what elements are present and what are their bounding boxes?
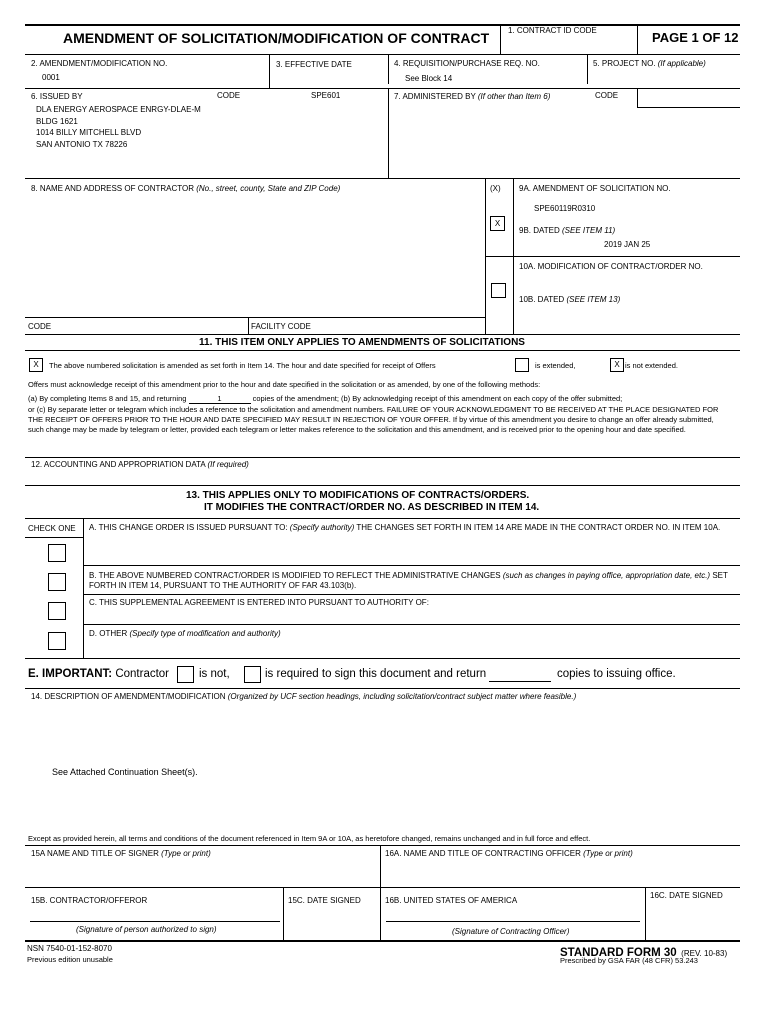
divider	[485, 256, 740, 257]
option-b-checkbox[interactable]	[48, 573, 66, 591]
divider	[83, 624, 740, 625]
issuer-address: DLA ENERGY AEROSPACE ENRGY-DLAE-M BLDG 1621 1014 BILLY MITCHELL BLVD SAN ANTONIO TX 78226	[36, 105, 201, 149]
administered-code-label: CODE	[595, 91, 619, 100]
signature-line	[386, 921, 640, 922]
checkbox-10[interactable]	[491, 283, 506, 298]
issued-by-label: 6. ISSUED BY	[31, 92, 83, 101]
divider	[587, 54, 588, 84]
option-d-checkbox[interactable]	[48, 632, 66, 650]
signature-officer-caption: (Signature of Contracting Officer)	[452, 927, 570, 936]
amendment-no-value: 0001	[42, 73, 60, 82]
date-signed-16c-label: 16C. DATE SIGNED	[650, 891, 723, 900]
is-not-label: is not,	[199, 668, 230, 680]
accounting-label: 12. ACCOUNTING AND APPROPRIATION DATA (If required)	[31, 460, 249, 469]
option-a-text: A. THIS CHANGE ORDER IS ISSUED PURSUANT TO: (Specify authority) THE CHANGES SET FORTH IN ITEM 14 ARE MADE IN THE CONTRACT ORDER NO. IN ITEM 10A.	[89, 523, 721, 532]
divider	[25, 317, 485, 318]
important-line: E. IMPORTANT: Contractor	[28, 668, 170, 680]
copies-blank[interactable]	[489, 681, 551, 682]
standard-form-id: STANDARD FORM 30 (REV. 10-83)	[560, 947, 728, 959]
divider	[388, 88, 389, 178]
contract-id-label: 1. CONTRACT ID CODE	[508, 26, 597, 35]
option-c-text: C. THIS SUPPLEMENTAL AGREEMENT IS ENTERED INTO PURSUANT TO AUTHORITY OF:	[89, 598, 429, 607]
divider	[25, 688, 740, 689]
item11-title: 11. THIS ITEM ONLY APPLIES TO AMENDMENTS OF SOLICITATIONS	[199, 337, 525, 348]
is-required-label: is required to sign this document and return	[265, 668, 487, 680]
dated-10b-label: 10B. DATED (SEE ITEM 13)	[519, 295, 621, 304]
divider	[500, 24, 501, 54]
divider	[83, 565, 740, 566]
issued-code-label: CODE	[217, 91, 241, 100]
nsn-number: NSN 7540-01-152-8070	[27, 944, 112, 953]
requisition-label: 4. REQUISITION/PURCHASE REQ. NO.	[394, 59, 540, 68]
dated-9b-value: 2019 JAN 25	[604, 240, 651, 249]
checkbox-9[interactable]: X	[490, 216, 505, 231]
x-column-label: (X)	[490, 184, 501, 193]
amendment-solicitation-label: 9A. AMENDMENT OF SOLICITATION NO.	[519, 184, 671, 193]
divider	[83, 594, 740, 595]
issued-code-value: SPE601	[311, 91, 341, 100]
option-a-checkbox[interactable]	[48, 544, 66, 562]
project-no-label: 5. PROJECT NO. (If applicable)	[593, 59, 706, 68]
divider	[380, 845, 381, 940]
extended-checkbox[interactable]	[515, 358, 529, 372]
administered-by-label: 7. ADMINISTERED BY (If other than Item 6)	[394, 92, 551, 101]
divider	[25, 178, 740, 179]
divider	[25, 485, 740, 486]
divider	[25, 658, 740, 659]
divider	[25, 887, 740, 888]
description-label: 14. DESCRIPTION OF AMENDMENT/MODIFICATION (Organized by UCF section headings, including solicitation/contract subject matter where feasible.)	[31, 692, 577, 701]
divider	[25, 350, 740, 351]
method-c: or (c) By separate letter or telegram which includes a reference to the solicitation and amendment numbers. FAILURE OF YOUR ACKNOWLEDGMENT TO BE RECEIVED AT THE PLACE DESIGNATED FOR THE RECEIPT OF OFFERS PRIOR TO THE HOUR AND DATE SPECIFIED MAY RESULT IN REJECTION OF YOUR OFFER. If by virtue of this amendment you desire to change an offer already submitted, such change may be made by telegram or letter, provided each telegram or letter makes reference to the solicitation and this amendment, and is received prior to the opening hour and date specified.	[28, 405, 719, 434]
date-signed-15c-label: 15C. DATE SIGNED	[288, 896, 361, 905]
dated-9b-label: 9B. DATED (SEE ITEM 11)	[519, 226, 616, 235]
form-title: AMENDMENT OF SOLICITATION/MODIFICATION OF CONTRACT	[63, 30, 490, 46]
divider	[25, 457, 740, 458]
divider	[25, 54, 740, 55]
amendment-solicitation-value: SPE60119R0310	[534, 204, 596, 213]
extended-label: is extended,	[535, 361, 576, 370]
divider	[388, 54, 389, 84]
modification-contract-label: 10A. MODIFICATION OF CONTRACT/ORDER NO.	[519, 262, 703, 271]
amendment-no-label: 2. AMENDMENT/MODIFICATION NO.	[31, 59, 168, 68]
signature-line	[30, 921, 280, 922]
officer-name-label: 16A. NAME AND TITLE OF CONTRACTING OFFICER (Type or print)	[385, 849, 633, 858]
divider	[637, 107, 740, 108]
contractor-code-label: CODE	[28, 322, 52, 331]
divider	[25, 537, 83, 538]
signature-person-caption: (Signature of person authorized to sign)	[76, 925, 217, 934]
facility-code-label: FACILITY CODE	[251, 322, 311, 331]
divider	[637, 88, 638, 108]
item11-checkbox[interactable]: X	[29, 358, 43, 372]
divider	[637, 24, 638, 54]
signer-name-label: 15A NAME AND TITLE OF SIGNER (Type or print)	[31, 849, 211, 858]
option-b-text: B. THE ABOVE NUMBERED CONTRACT/ORDER IS MODIFIED TO REFLECT THE ADMINISTRATIVE CHANGES (such as changes in paying office, appropriation date, etc.) SET FORTH IN ITEM 14, PURSUANT TO THE AUTHORITY OF FAR 43.103(b).	[89, 571, 728, 590]
is-not-checkbox[interactable]	[177, 666, 194, 683]
item13-title2: IT MODIFIES THE CONTRACT/ORDER NO. AS DESCRIBED IN ITEM 14.	[204, 502, 540, 513]
divider	[645, 887, 646, 940]
copies-count: 1	[189, 395, 251, 404]
divider	[25, 518, 740, 519]
check-one-label: CHECK ONE	[28, 524, 76, 533]
not-extended-checkbox[interactable]: X	[610, 358, 624, 372]
divider	[25, 88, 270, 89]
except-text: Except as provided herein, all terms and conditions of the document referenced in Item 9A or 10A, as heretofore changed, remains unchanged and in full force and effect.	[28, 834, 591, 843]
offers-instruction: Offers must acknowledge receipt of this amendment prior to the hour and date specified in the solicitation or as amended, by one of the following methods:	[28, 380, 541, 389]
is-required-checkbox[interactable]	[244, 666, 261, 683]
contractor-offeror-label: 15B. CONTRACTOR/OFFEROR	[31, 896, 148, 905]
effective-date-label: 3. EFFECTIVE DATE	[276, 60, 352, 69]
option-d-text: D. OTHER (Specify type of modification and authority)	[89, 629, 281, 638]
item11-text: The above numbered solicitation is amended as set forth in Item 14. The hour and date specified for receipt of Offers	[49, 361, 436, 370]
prescribed-by: Prescribed by GSA FAR (48 CFR) 53.243	[560, 956, 698, 965]
divider	[269, 88, 389, 89]
page-number: PAGE 1 OF 12	[652, 30, 739, 45]
item13-title1: 13. THIS APPLIES ONLY TO MODIFICATIONS OF CONTRACTS/ORDERS.	[186, 490, 530, 501]
previous-edition: Previous edition unusable	[27, 955, 113, 964]
contractor-address-label: 8. NAME AND ADDRESS OF CONTRACTOR (No., street, county, State and ZIP Code)	[31, 184, 341, 193]
option-c-checkbox[interactable]	[48, 602, 66, 620]
description-body: See Attached Continuation Sheet(s).	[52, 767, 198, 777]
divider	[25, 334, 740, 335]
method-a: (a) By completing Items 8 and 15, and returning 1 copies of the amendment; (b) By acknowledging receipt of this amendment on each copy of the offer submitted;	[28, 394, 623, 403]
divider	[83, 518, 84, 658]
divider	[269, 54, 270, 88]
not-extended-label: is not extended.	[625, 361, 678, 370]
copies-label: copies to issuing office.	[557, 668, 676, 680]
united-states-label: 16B. UNITED STATES OF AMERICA	[385, 896, 518, 905]
divider	[283, 887, 284, 940]
divider	[388, 88, 740, 89]
requisition-value: See Block 14	[405, 74, 453, 83]
form-top-border	[25, 24, 740, 26]
divider	[248, 317, 249, 334]
divider	[25, 845, 740, 846]
form-bottom-border	[25, 940, 740, 942]
